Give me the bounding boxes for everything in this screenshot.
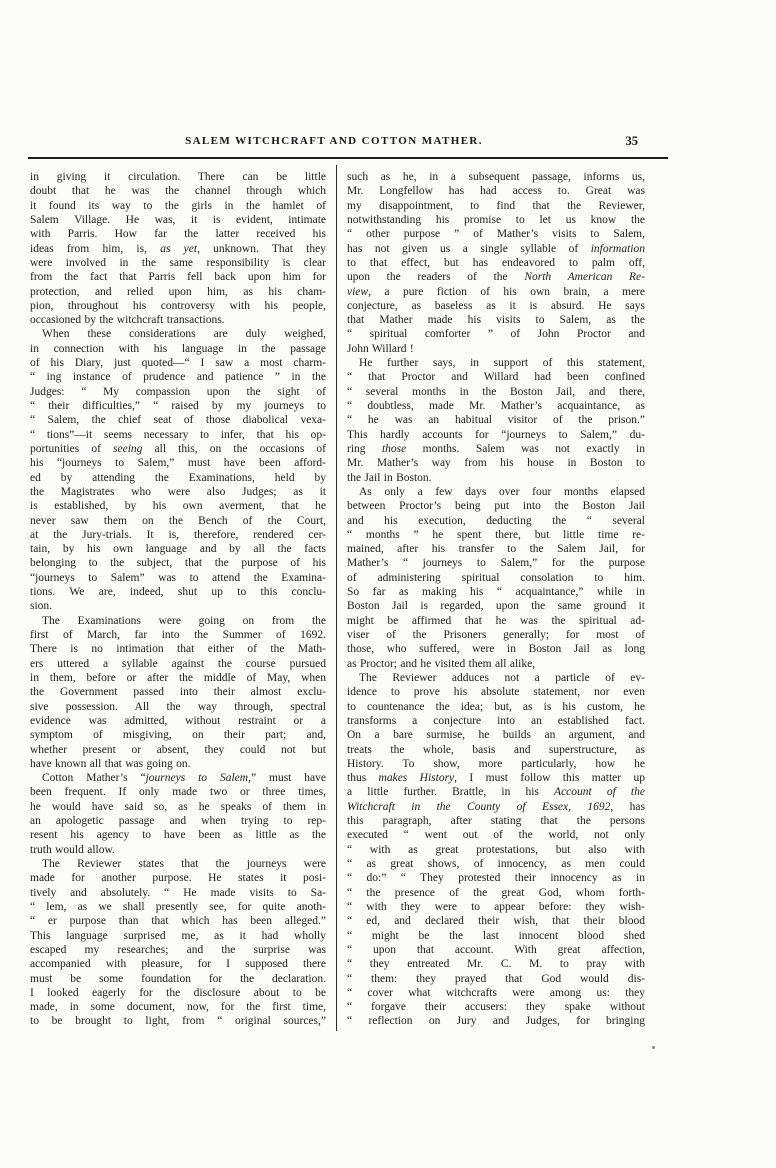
text-line: notwithstanding his promise to let us know the bbox=[347, 213, 645, 226]
text-line: escaped my researches; and the surprise was bbox=[30, 943, 326, 956]
text-line: “ tions”—it seems necessary to infer, that his op- bbox=[30, 428, 326, 441]
text-line: with Parris. How far the latter received his bbox=[30, 228, 326, 241]
text-line: tions. We are, indeed, shut up to this conclu- bbox=[30, 586, 326, 599]
text-line: protection, and relied upon him, as his cham- bbox=[30, 285, 326, 298]
text-line: such as he, in a subsequent passage, informs us, bbox=[347, 171, 645, 183]
text-line: to that effect, but has endeavored to palm off, bbox=[347, 256, 645, 269]
text-line: “ with they were to appear before: they wish- bbox=[347, 900, 645, 913]
text-line: ideas from him, is, as yet, unknown. That they bbox=[30, 242, 326, 255]
text-line: is established, by his own averment, that he bbox=[30, 500, 326, 513]
text-line: Cotton Mather’s “journeys to Salem,” must have bbox=[42, 772, 326, 785]
page-header bbox=[30, 135, 638, 153]
text-line: “ doubtless, made Mr. Mather’s acquaintance, as bbox=[347, 400, 645, 412]
text-line: “ spiritual comforter ” of John Proctor and bbox=[347, 328, 645, 341]
text-line: must be some foundation for the declaration. bbox=[30, 972, 326, 985]
text-line: Mr. Mather’s way from his house in Boston to bbox=[347, 457, 645, 470]
text-line: idence to prove his absolute statement, nor even bbox=[347, 686, 645, 699]
text-line: “ er purpose than that which has been alleged.” bbox=[30, 915, 326, 928]
text-line: never saw them on the Bench of the Court, bbox=[30, 514, 326, 527]
text-line: in connection with his language in the passage bbox=[30, 342, 326, 355]
text-line: conjecture, as baseless as it is absurd. He says bbox=[347, 299, 645, 312]
text-line: “ he was an habitual visitor of the prison.” bbox=[347, 414, 645, 427]
text-line: “ forgave their accusers: they spake without bbox=[347, 1001, 645, 1014]
text-line: John Willard ! bbox=[347, 342, 414, 355]
text-line: “ them: they prayed that God would dis- bbox=[347, 972, 645, 985]
text-line: transforms a conjecture into an established fact. bbox=[347, 714, 645, 727]
text-line: The Examinations were going on from the bbox=[42, 614, 326, 627]
text-line: symptom of misgiving, on their part; and, bbox=[30, 729, 326, 742]
text-line: that Mather made his visits to Salem, as the bbox=[347, 314, 645, 327]
text-line: tively and absolutely. “ He made visits to Sa- bbox=[30, 886, 326, 899]
right-column bbox=[347, 170, 645, 1029]
text-line: “ cover what witchcrafts were among us: they bbox=[347, 986, 645, 999]
text-line: The Reviewer adduces not a particle of ev- bbox=[359, 671, 645, 684]
text-line: treats the whole, basis and superstructure, as bbox=[347, 743, 645, 756]
text-line: “ with as great protestations, but also with bbox=[347, 843, 645, 856]
text-line: History. To show, more particularly, how he bbox=[347, 757, 645, 770]
text-line: “ the presence of the great God, whom forth- bbox=[347, 886, 645, 899]
text-line: “ ing instance of prudence and patience ” in the bbox=[30, 371, 326, 384]
text-line: “ upon that account. With great affection, bbox=[347, 943, 645, 956]
text-line: There is no intimation that either of the Math- bbox=[30, 643, 326, 656]
text-line: resent his agency to have been as little as the bbox=[30, 829, 326, 842]
text-line: I looked eagerly for the disclosure about to be bbox=[30, 986, 326, 999]
text-line: to countenance the idea; but, as is his custom, he bbox=[347, 700, 645, 713]
text-line: has not given us a single syllable of information bbox=[347, 242, 645, 255]
text-line: “ ed, and declared their wish, that their blood bbox=[347, 915, 645, 928]
text-line: On a bare surmise, he builds an argument, and bbox=[347, 729, 645, 742]
text-line: “ months ” he spent there, but little time re- bbox=[347, 528, 645, 541]
text-line: of his Diary, just quoted—“ I saw a most charm- bbox=[30, 357, 326, 370]
text-line: viser of the Prisoners generally; for most of bbox=[347, 629, 645, 641]
text-line: “ they entreated Mr. C. M. to pray with bbox=[347, 958, 645, 971]
text-line: Mather’s “ journeys to Salem,” for the purpose bbox=[347, 557, 645, 570]
text-line: and his execution, deducting the “ several bbox=[347, 514, 645, 527]
text-line: whether present or absent, they could not but bbox=[30, 743, 326, 756]
page-number: 35 bbox=[625, 134, 638, 148]
ink-speck bbox=[652, 1046, 655, 1049]
column-divider bbox=[336, 165, 337, 1031]
text-line: He further says, in support of this statement, bbox=[359, 357, 645, 370]
text-line: So far as making his “ acquaintance,” while in bbox=[347, 586, 645, 599]
text-line: Salem Village. He was, it is evident, intimate bbox=[30, 213, 326, 226]
text-line: first of March, far into the Summer of 1692. bbox=[30, 629, 326, 641]
text-line: doubt that he was the channel through which bbox=[30, 185, 326, 198]
text-line: mained, after his transfer to the Salem Jail, for bbox=[347, 543, 645, 556]
text-line: ring those months. Salem was not exactly in bbox=[347, 442, 645, 455]
text-line: pion, throughout his controversy with his people, bbox=[30, 299, 326, 312]
text-line: it found its way to the girls in the hamlet of bbox=[30, 199, 326, 212]
text-line: of administering spiritual consolation to him. bbox=[347, 571, 645, 584]
text-line: evidence was admitted, without restraint or a bbox=[30, 714, 326, 727]
text-line: were involved in the same responsibility is clear bbox=[30, 256, 326, 269]
text-line: “ that Proctor and Willard had been confined bbox=[347, 371, 645, 384]
text-line: have known all that was going on. bbox=[30, 757, 191, 770]
text-line: at the Jury-trials. It is, therefore, rendered cer- bbox=[30, 528, 326, 541]
text-line: portunities of seeing all this, on the occasions of bbox=[30, 442, 326, 455]
text-line: “ do:” “ They protested their innocency as in bbox=[347, 872, 645, 885]
text-line: Witchcraft in the County of Essex, 1692, has bbox=[347, 800, 645, 813]
text-line: tain, by his own language and by all the facts bbox=[30, 543, 326, 556]
text-line: executed “ went out of the world, not only bbox=[347, 829, 645, 842]
text-line: “ as great shows, of innocency, as men could bbox=[347, 858, 645, 870]
text-line: my disappointment, to find that the Reviewer, bbox=[347, 199, 645, 212]
text-line: “journeys to Salem” was to attend the Examina- bbox=[30, 571, 326, 584]
text-line: might be affirmed that he was the spiritual ad- bbox=[347, 614, 645, 627]
text-line: accompanied with pleasure, for I supposed there bbox=[30, 958, 326, 971]
text-line: thus makes History, I must follow this matter up bbox=[347, 772, 645, 785]
text-line: “ several months in the Boston Jail, and there, bbox=[347, 385, 645, 398]
text-line: When these considerations are duly weighed, bbox=[42, 328, 326, 341]
text-line: “ lem, as we shall presently see, for quite anoth- bbox=[30, 900, 326, 913]
text-line: view, a pure fiction of his own brain, a mere bbox=[347, 285, 645, 298]
text-line: Mr. Longfellow has had access to. Great was bbox=[347, 185, 645, 198]
text-line: been frequent. If only made two or three times, bbox=[30, 786, 326, 799]
text-line: “ their difficulties,” “ raised by my journeys to bbox=[30, 400, 326, 412]
text-line: this paragraph, after stating that the persons bbox=[347, 815, 645, 828]
text-line: ers uttered a syllable against the course pursued bbox=[30, 657, 326, 670]
left-column bbox=[30, 170, 326, 1029]
text-line: As only a few days over four months elapsed bbox=[359, 485, 645, 498]
text-line: Judges: “ My compassion upon the sight of bbox=[30, 385, 326, 398]
text-line: the Government passed into their almost exclu- bbox=[30, 686, 326, 699]
text-line: the Magistrates who were also Judges; as it bbox=[30, 485, 326, 498]
text-line: made, in some document, now, for the first time, bbox=[30, 1001, 326, 1014]
text-line: “ Salem, the chief seat of those diabolical vexa- bbox=[30, 414, 326, 427]
text-line: This hardly accounts for “journeys to Salem,” du- bbox=[347, 428, 645, 441]
text-line: truth would allow. bbox=[30, 843, 115, 856]
text-line: sion. bbox=[30, 600, 53, 613]
text-line: between Proctor’s being put into the Boston Jail bbox=[347, 500, 645, 513]
text-line: made for another purpose. He states it posi- bbox=[30, 872, 326, 885]
text-line: sive possession. All the way through, spectral bbox=[30, 700, 326, 713]
text-line: his “journeys to Salem,” must have been afford- bbox=[30, 457, 326, 470]
text-line: belonging to the subject, that the purpose of his bbox=[30, 557, 326, 570]
text-line: the Jail in Boston. bbox=[347, 471, 432, 484]
header-rule bbox=[28, 157, 668, 159]
text-line: occasioned by the witchcraft transactions. bbox=[30, 314, 225, 327]
text-line: an apologetic passage and when trying to rep- bbox=[30, 815, 326, 828]
running-title: SALEM WITCHCRAFT AND COTTON MATHER. bbox=[185, 135, 483, 147]
text-line: from the fact that Parris fell back upon him for bbox=[30, 271, 326, 284]
text-line: This language surprised me, as it had wholly bbox=[30, 929, 326, 942]
text-line: he would have said so, as he speaks of them in bbox=[30, 800, 326, 813]
text-line: “ reflection on Jury and Judges, for bringing bbox=[347, 1015, 645, 1028]
text-line: Boston Jail is regarded, upon the same ground it bbox=[347, 600, 645, 613]
text-line: in them, before or after the middle of May, when bbox=[30, 671, 326, 684]
text-line: “ other purpose ” of Mather’s visits to Salem, bbox=[347, 228, 645, 241]
text-line: as Proctor; and he visited them all alike, bbox=[347, 657, 536, 670]
text-line: in giving it circulation. There can be little bbox=[30, 171, 326, 183]
text-line: ed by attending the Examinations, held by bbox=[30, 471, 326, 484]
text-line: “ might be the last innocent blood shed bbox=[347, 929, 645, 942]
text-line: upon the readers of the North American Re- bbox=[347, 271, 645, 284]
text-line: a little further. Brattle, in his Account of the bbox=[347, 786, 645, 799]
text-line: those, who suffered, were in Boston Jail as long bbox=[347, 643, 645, 656]
text-line: to be brought to light, from “ original sources,” bbox=[30, 1015, 326, 1028]
text-line: The Reviewer states that the journeys were bbox=[42, 858, 326, 870]
